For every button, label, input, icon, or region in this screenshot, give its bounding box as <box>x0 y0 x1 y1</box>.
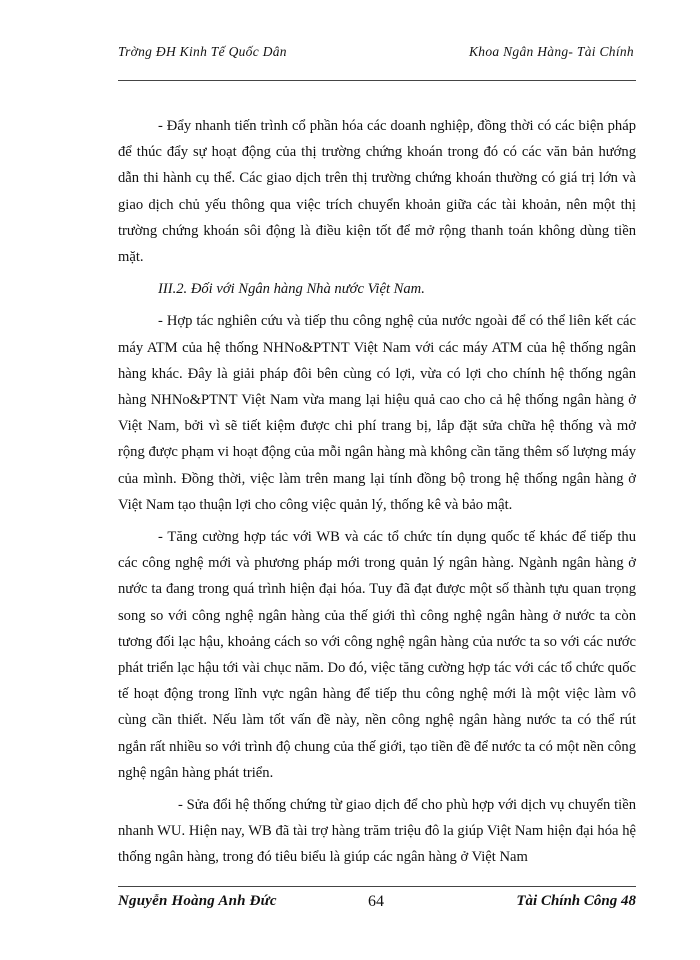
header-university: Trờng ĐH Kinh Tế Quốc Dân <box>118 44 287 59</box>
body-text <box>118 113 636 871</box>
page-number: 64 <box>368 893 384 910</box>
page-header <box>118 44 634 68</box>
paragraph-wb-cooperation: - Tăng cường hợp tác với WB và các tổ chức tín dụng quốc tế khác để tiếp thu các công nghệ mới và phương pháp mới trong quản lý ngân hàng. Ngành ngân hàng ở nước ta đang trong quá trình hiện đại hóa. Tuy đã đạt được một số thành tựu quan trọng song so với công nghệ ngân hàng của thế giới thì công nghệ ngân hàng ở nước ta còn tương đối lạc hậu, khoảng cách so với công nghệ ngân hàng của nước ta so với các nước phát triển lạc hậu tới vài chục năm. Do đó, việc tăng cường hợp tác với các tổ chức quốc tế hoạt động trong lĩnh vực ngân hàng để tiếp thu công nghệ mới là một việc làm vô cùng cần thiết. Nếu làm tốt vấn đề này, nền công nghệ ngân hàng nước ta có thể rút ngắn rất nhiều so với trình độ chung của thế giới, tạo tiền đề để nước ta có một nền công nghệ ngân hàng phát triển. <box>118 529 636 781</box>
footer-rule <box>118 886 636 887</box>
paragraph-atm: - Hợp tác nghiên cứu và tiếp thu công nghệ của nước ngoài để có thể liên kết các máy ATM của hệ thống NHNo&PTNT Việt Nam với các máy ATM của hệ thống ngân hàng khác. Đây là giải pháp đôi bên cùng có lợi, vừa có lợi cho chính hệ thống ngân hàng NHNo&PTNT Việt Nam vừa mang lại hiệu quả cao cho cả hệ thống ngân hàng ở Việt Nam, bởi vì sẽ tiết kiệm được chi phí trang bị, lắp đặt sửa chữa hệ thống và mở rộng được phạm vi hoạt động của mỗi ngân hàng mà không cần tăng thêm số lượng máy của mình. Đồng thời, việc làm trên mang lại tính đồng bộ trong hệ thống ngân hàng ở Việt Nam tạo thuận lợi cho công việc quản lý, thống kê và bảo mật. <box>118 313 636 513</box>
footer-class: Tài Chính Công 48 <box>516 893 636 909</box>
footer-author: Nguyễn Hoàng Anh Đức <box>118 893 277 909</box>
page-footer <box>118 893 636 917</box>
paragraph-wu-documents: - Sửa đổi hệ thống chứng từ giao dịch để cho phù hợp với dịch vụ chuyển tiền nhanh WU. Hiện nay, WB đã tài trợ hàng trăm triệu đô la giúp Việt Nam hiện đại hóa hệ thống ngân hàng, trong đó tiêu biểu là giúp các ngân hàng ở Việt Nam <box>118 797 636 866</box>
header-rule <box>118 80 636 81</box>
section-heading: III.2. Đối với Ngân hàng Nhà nước Việt Nam. <box>158 281 425 298</box>
paragraph-equitization: - Đẩy nhanh tiến trình cổ phần hóa các doanh nghiệp, đồng thời có các biện pháp để thúc đẩy sự hoạt động của thị trường chứng khoán trong đó có các văn bản hướng dẫn thi hành cụ thể. Các giao dịch trên thị trường chứng khoán thường có giá trị lớn và giao dịch chủ yếu thông qua việc trích chuyển khoản giữa các tài khoản, nên một thị trường chứng khoán sôi động là điều kiện tốt để mở rộng thanh toán không dùng tiền mặt. <box>118 118 636 266</box>
header-faculty: Khoa Ngân Hàng- Tài Chính <box>468 44 634 59</box>
